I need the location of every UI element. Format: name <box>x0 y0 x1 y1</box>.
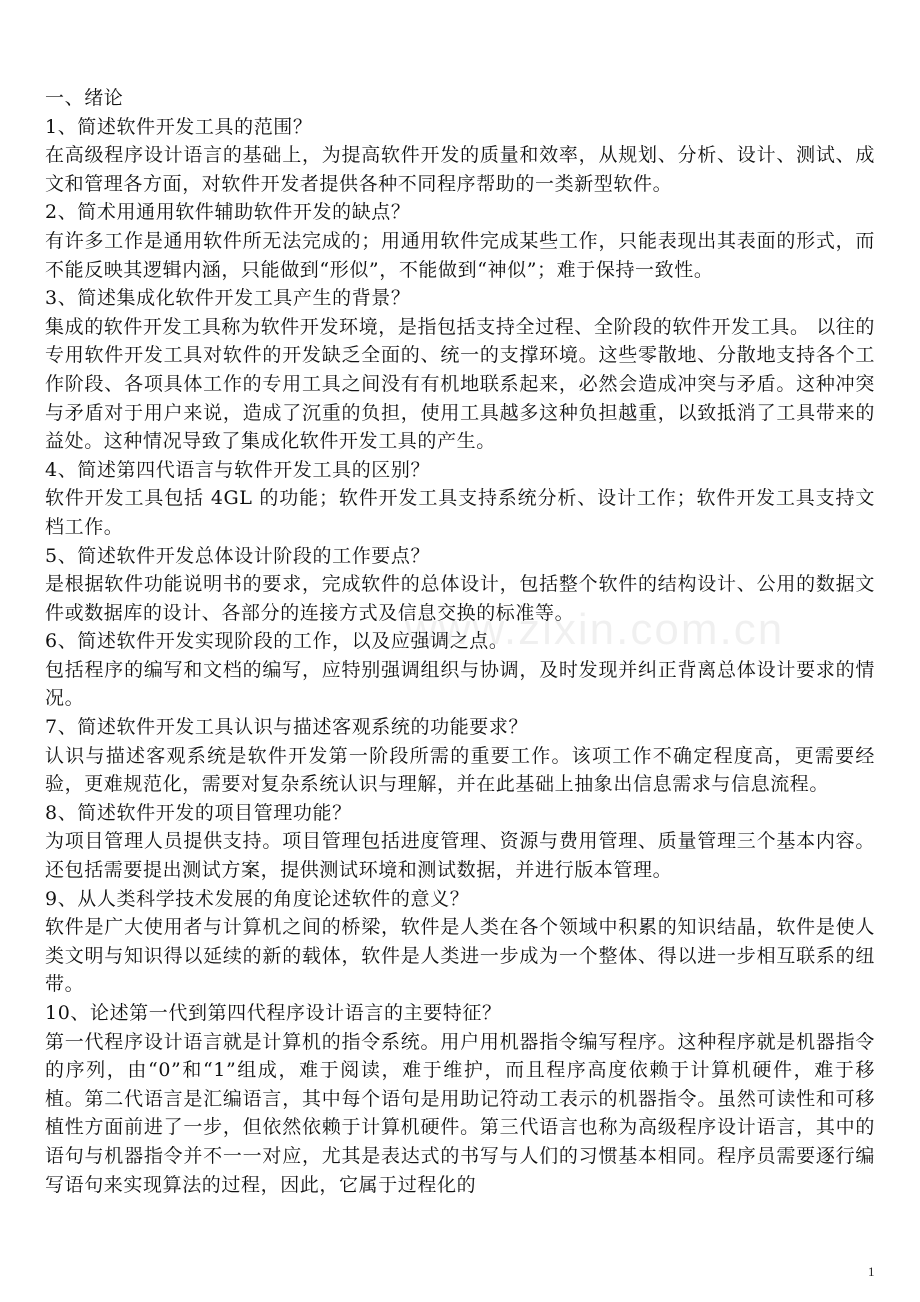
answer-8: 为项目管理人员提供支持。项目管理包括进度管理、资源与费用管理、质量管理三个基本内容。还包括需要提出测试方案，提供测试环境和测试数据，并进行版本管理。 <box>45 830 875 882</box>
answer-4: 软件开发工具包括 4GL 的功能；软件开发工具支持系统分析、设计工作；软件开发工具支持文档工作。 <box>45 487 875 538</box>
document-body <box>45 84 875 1199</box>
question-2: 2、简术用通用软件辅助软件开发的缺点？ <box>45 201 411 224</box>
question-10: 10、论述第一代到第四代程序设计语言的主要特征？ <box>45 1002 502 1024</box>
question-6: 6、简述软件开发实现阶段的工作，以及应强调之点。 <box>45 630 509 653</box>
answer-2: 有许多工作是通用软件所无法完成的；用通用软件完成某些工作，只能表现出其表面的形式，而不能反映其逻辑内涵，只能做到“形似”，不能做到“神似”；难于保持一致性。 <box>45 229 875 281</box>
answer-7: 认识与描述客观系统是软件开发第一阶段所需的重要工作。该项工作不确定程度高，更需要经验，更难规范化，需要对复杂系统认识与理解，并在此基础上抽象出信息需求与信息流程。 <box>45 744 875 796</box>
answer-5: 是根据软件功能说明书的要求，完成软件的总体设计，包括整个软件的结构设计、公用的数据文件或数据库的设计、各部分的连接方式及信息交换的标准等。 <box>45 573 875 624</box>
section-title: 一、绪论 <box>45 87 124 109</box>
question-5: 5、简述软件开发总体设计阶段的工作要点？ <box>45 544 431 567</box>
question-3: 3、简述集成化软件开发工具产生的背景？ <box>45 287 411 310</box>
answer-10: 第一代程序设计语言就是计算机的指令系统。用户用机器指令编写程序。这种程序就是机器指令的序列，由“0”和“1”组成，难于阅读，难于维护，而且程序高度依赖于计算机硬件，难于移植。第二代语言是汇编语言，其中每个语句是用助记符动工表示的机器指令。虽然可读性和可移植性方面前进了一步，但依然依赖于计算机硬件。第三代语言也称为高级程序设计语言，其中的语句与机器指令并不一一对应，尤其是表达式的书写与人们的习惯基本相同。程序员需要逐行编写语句来实现算法的过程，因此，它属于过程化的 <box>45 1030 875 1196</box>
page-number: 1 <box>868 1264 875 1279</box>
answer-1: 在高级程序设计语言的基础上，为提高软件开发的质量和效率，从规划、分析、设计、测试、成文和管理各方面，对软件开发者提供各种不同程序帮助的一类新型软件。 <box>45 144 875 195</box>
question-4: 4、简述第四代语言与软件开发工具的区别？ <box>45 458 431 481</box>
answer-3: 集成的软件开发工具称为软件开发环境，是指包括支持全过程、全阶段的软件开发工具。 以往的专用软件开发工具对软件的开发缺乏全面的、统一的支撑环境。这些零散地、分散地支持各个工作阶段、各项具体工作的专用工具之间没有有机地联系起来，必然会造成冲突与矛盾。这种冲突与矛盾对于用户来说，造成了沉重的负担，使用工具越多这种负担越重，以致抵消了工具带来的益处。这种情况导致了集成化软件开发工具的产生。 <box>45 315 875 453</box>
question-8: 8、简述软件开发的项目管理功能？ <box>45 801 352 824</box>
question-7: 7、简述软件开发工具认识与描述客观系统的功能要求？ <box>45 716 529 739</box>
answer-9: 软件是广大使用者与计算机之间的桥梁，软件是人类在各个领域中积累的知识结晶，软件是使人类文明与知识得以延续的新的载体，软件是人类进一步成为一个整体、得以进一步相互联系的纽带。 <box>45 916 875 996</box>
watermark: www.zixin.com.cn <box>405 605 785 654</box>
question-1: 1、简述软件开发工具的范围？ <box>45 115 313 138</box>
question-9: 9、从人类科学技术发展的角度论述软件的意义？ <box>45 887 470 910</box>
answer-6: 包括程序的编写和文档的编写，应特别强调组织与协调，及时发现并纠正背离总体设计要求的情况。 <box>45 658 875 710</box>
